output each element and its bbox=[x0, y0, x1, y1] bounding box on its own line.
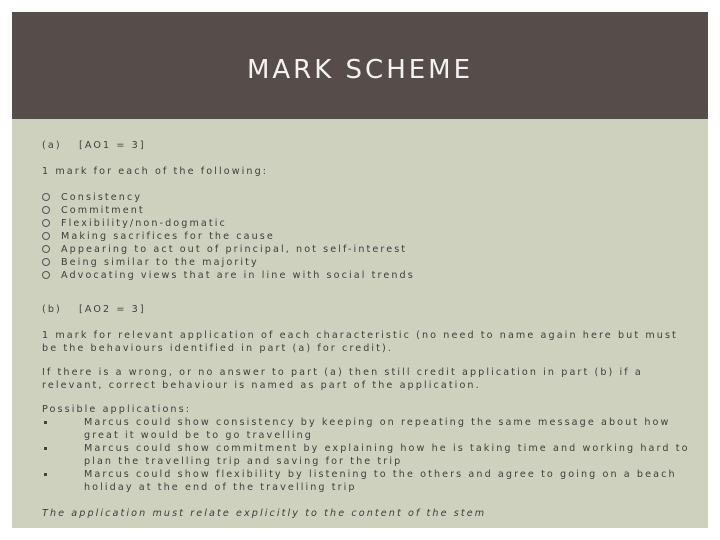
list-item: Marcus could show flexibility by listening to the others and agree to going on a beach holiday at the end of the travelling trip bbox=[42, 468, 692, 494]
slide-content bbox=[42, 139, 692, 520]
applications-heading: Possible applications: bbox=[42, 404, 192, 415]
part-b-paragraph-1: 1 mark for relevant application of each characteristic (no need to name again here but must be the behaviours identified in part (a) for credit). bbox=[42, 330, 678, 354]
slide-title: MARK SCHEME bbox=[246, 55, 474, 85]
list-item: Being similar to the majority bbox=[42, 256, 692, 269]
square-bullet-icon bbox=[44, 447, 47, 450]
part-b-header bbox=[42, 303, 692, 316]
list-item: Commitment bbox=[42, 204, 692, 217]
circle-bullet-icon bbox=[42, 206, 50, 214]
applications-list bbox=[42, 416, 692, 494]
part-b-label: (b) bbox=[42, 304, 62, 315]
list-item: Marcus could show commitment by explaining how he is taking time and working hard to plan the travelling trip and saving for the trip bbox=[42, 442, 692, 468]
square-bullet-icon bbox=[44, 421, 47, 424]
circle-bullet-icon bbox=[42, 258, 50, 266]
part-a-marks: [AO1 = 3] bbox=[79, 140, 146, 151]
part-a-intro: 1 mark for each of the following: bbox=[42, 166, 269, 177]
list-item: Appearing to act out of principal, not self-interest bbox=[42, 243, 692, 256]
circle-bullet-icon bbox=[42, 245, 50, 253]
list-item: Marcus could show consistency by keeping on repeating the same message about how great it would be to go travelling bbox=[42, 416, 692, 442]
list-item: Advocating views that are in line with social trends bbox=[42, 269, 692, 282]
list-item: Making sacrifices for the cause bbox=[42, 230, 692, 243]
part-a-label: (a) bbox=[42, 140, 62, 151]
list-item: Flexibility/non-dogmatic bbox=[42, 217, 692, 230]
square-bullet-icon bbox=[44, 473, 47, 476]
part-b-paragraph-2: If there is a wrong, or no answer to part (a) then still credit application in part (b) if a relevant, correct behaviour is named as part of the application. bbox=[42, 367, 643, 391]
footer-note: The application must relate explicitly to the content of the stem bbox=[42, 508, 487, 519]
characteristics-list bbox=[42, 191, 692, 282]
list-item: Consistency bbox=[42, 191, 692, 204]
part-a-header bbox=[42, 139, 692, 152]
circle-bullet-icon bbox=[42, 232, 50, 240]
circle-bullet-icon bbox=[42, 193, 50, 201]
part-b-marks: [AO2 = 3] bbox=[79, 304, 146, 315]
circle-bullet-icon bbox=[42, 271, 50, 279]
circle-bullet-icon bbox=[42, 219, 50, 227]
